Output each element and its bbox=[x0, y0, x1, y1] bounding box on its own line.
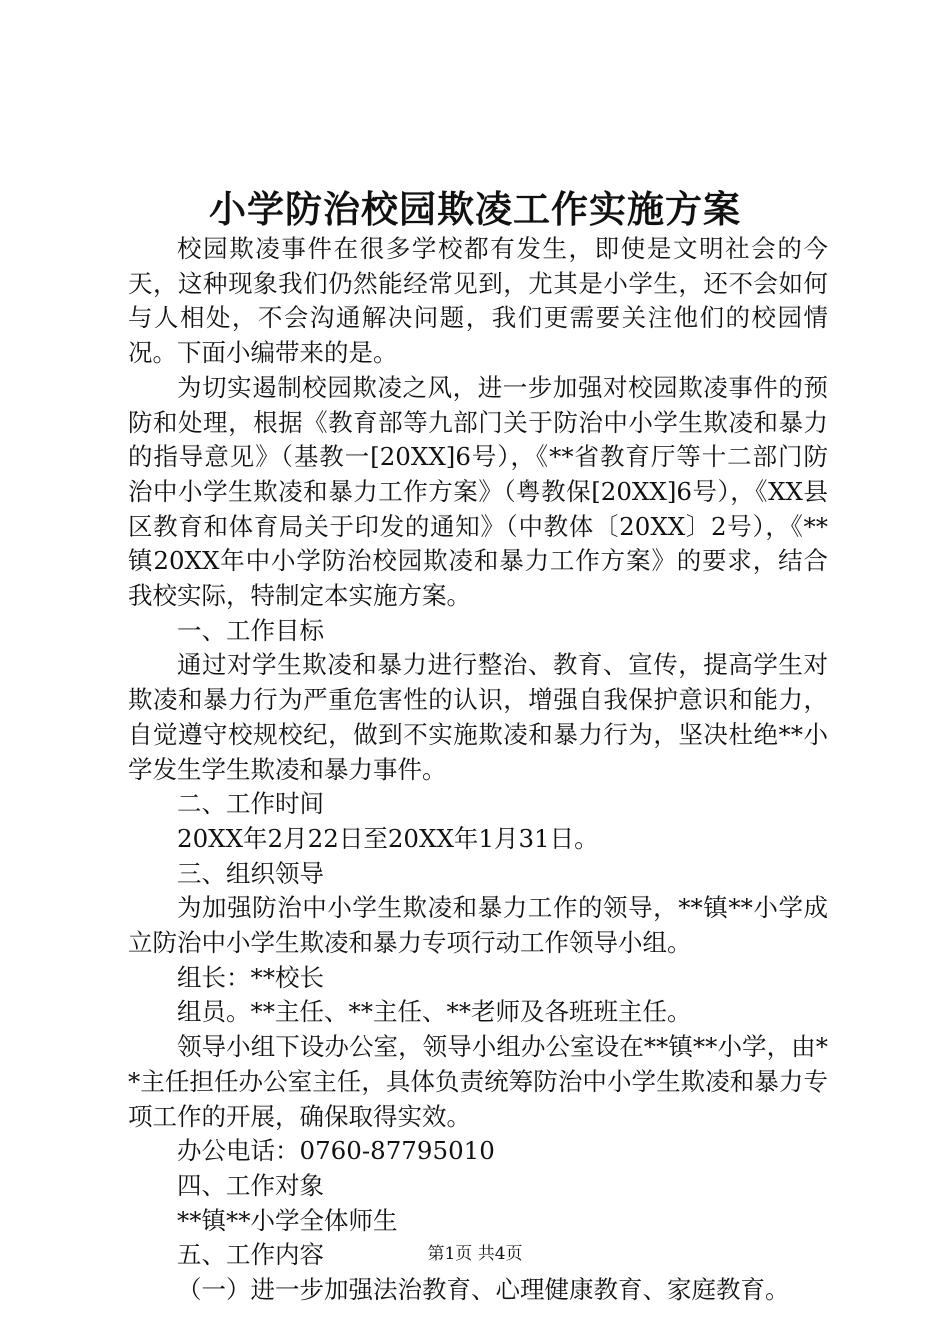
paragraph-phone: 办公电话：0760-87795010 bbox=[177, 1136, 495, 1166]
paragraph-leadership: 为加强防治中小学生欺凌和暴力工作的领导，**镇**小学成立防治中小学生欺凌和暴力专项行动工作领导小组。 bbox=[128, 893, 828, 958]
paragraph-goals: 通过对学生欺凌和暴力进行整治、教育、宣传，提高学生对欺凌和暴力行为严重危害性的认识，增强自我保护意识和能力，自觉遵守校规校纪，做到不实施欺凌和暴力行为，坚决杜绝**小学发生学生欺凌和暴力事件。 bbox=[128, 650, 828, 784]
paragraph-intro: 校园欺凌事件在很多学校都有发生，即使是文明社会的今天，这种现象我们仍然能经常见到，尤其是小学生，还不会如何与人相处，不会沟通解决问题，我们更需要关注他们的校园情况。下面小编带来的是。 bbox=[128, 234, 828, 368]
section-heading-time: 二、工作时间 bbox=[177, 789, 324, 819]
document-body bbox=[128, 232, 828, 1308]
section-heading-goals: 一、工作目标 bbox=[177, 615, 324, 645]
paragraph-targets: **镇**小学全体师生 bbox=[177, 1205, 398, 1235]
paragraph-time: 20XX年2月22日至20XX年1月31日。 bbox=[177, 823, 599, 853]
paragraph-content-1: （一）进一步加强法治教育、心理健康教育、家庭教育。 bbox=[177, 1275, 790, 1305]
section-heading-leadership: 三、组织领导 bbox=[177, 858, 324, 888]
paragraph-leader: 组长：**校长 bbox=[177, 962, 324, 992]
paragraph-office: 领导小组下设办公室，领导小组办公室设在**镇**小学，由**主任担任办公室主任，具体负责统筹防治中小学生欺凌和暴力专项工作的开展，确保取得实效。 bbox=[128, 1032, 828, 1131]
page-footer: 第1页 共4页 bbox=[427, 1244, 523, 1264]
document-title: 小学防治校园欺凌工作实施方案 bbox=[209, 187, 741, 231]
paragraph-basis: 为切实遏制校园欺凌之风，进一步加强对校园欺凌事件的预防和处理，根据《教育部等九部门关于防治中小学生欺凌和暴力的指导意见》（基教一[20XX]6号），《**省教育厅等十二部门防治中小学生欺凌和暴力工作方案》（粤教保[20XX]6号），《XX县区教育和体育局关于印发的通知》（中教体〔20XX〕2号），《**镇20XX年中小学防治校园欺凌和暴力工作方案》的要求，结合我校实际，特制定本实施方案。 bbox=[128, 372, 828, 611]
section-heading-targets: 四、工作对象 bbox=[177, 1170, 324, 1200]
section-heading-content: 五、工作内容 bbox=[177, 1240, 324, 1270]
paragraph-members: 组员。**主任、**主任、**老师及各班班主任。 bbox=[177, 997, 692, 1027]
